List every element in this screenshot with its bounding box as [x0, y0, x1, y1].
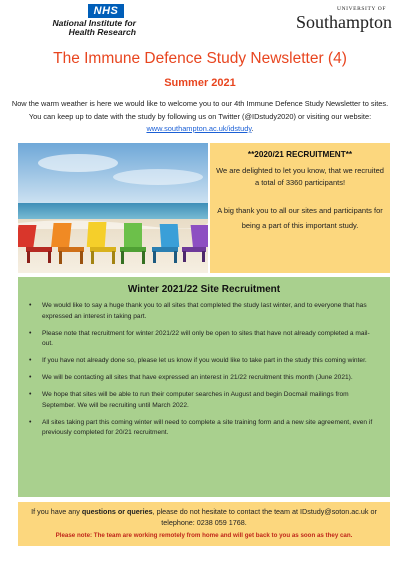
site-recruitment-section [18, 277, 390, 497]
recruitment-callout [210, 143, 390, 273]
list-item: • We hope that sites will be able to run their computer searches in August and begin Docmail mailings from September. We will be recruiting until March 2022. [28, 390, 380, 411]
intro-paragraph [10, 98, 390, 136]
list-item: • All sites taking part this coming winter will need to complete a site training form and a new site agreement, even if previously completed for 20/21 recruitment. [28, 418, 380, 439]
recruitment-thanks-text: A big thank you to all our sites and participants for being a part of this important study. [217, 206, 383, 230]
intro-end: . [251, 124, 254, 133]
contact-post: , please do not hesitate to contact the team at IDstudy@soton.ac.uk or telephone: 0238 059 1768. [152, 507, 377, 527]
contact-box [18, 502, 390, 546]
beach-chairs-image [18, 143, 208, 273]
nihr-name-line1: National Institute for [52, 18, 136, 28]
recruitment-heading: **2020/21 RECRUITMENT** [247, 150, 353, 159]
list-item: • We would like to say a huge thank you to all sites that completed the study last winter, and to everyone that has expressed an interest in taking part. [28, 301, 380, 322]
recruitment-total-text: We are delighted to let you know, that we recruited a total of 3360 participants! [216, 166, 384, 187]
southampton-wordmark: Southampton [295, 12, 392, 32]
contact-pre: If you have any [31, 507, 82, 516]
website-link[interactable]: www.southampton.ac.uk/idstudy [146, 124, 252, 133]
intro-text: Now the warm weather is here we would like to welcome you to our 4th Immune Defence Study Newsletter to sites. You can keep up to date with the study by following us on Twitter (@IDstudy2020) or visiting our website: [11, 99, 389, 121]
site-recruitment-heading: Winter 2021/22 Site Recruitment [127, 284, 281, 295]
list-item: • Please note that recruitment for winter 2021/22 will only be open to sites that have not already completed a mail-out. [28, 329, 380, 350]
nihr-name-line2: Health Research [68, 27, 136, 37]
list-item: • We will be contacting all sites that have expressed an interest in 21/22 recruitment this month (June 2021). [28, 373, 380, 384]
newsletter-subtitle: Summer 2021 [164, 77, 236, 89]
remote-working-note: Please note: The team are working remotely from home and will get back to you as soon as they can. [55, 532, 353, 539]
nihr-logo [6, 4, 136, 38]
university-of-label: UNIVERSITY OF [337, 6, 386, 12]
contact-text [22, 506, 386, 528]
nhs-badge: NHS [88, 4, 124, 18]
newsletter-title: The Immune Defence Study Newsletter (4) [53, 50, 347, 67]
list-item: • If you have not already done so, please let us know if you would like to take part in the study this coming winter. [28, 356, 380, 367]
southampton-logo [272, 6, 392, 36]
site-recruitment-list [28, 301, 380, 439]
contact-bold: questions or queries [81, 507, 153, 516]
